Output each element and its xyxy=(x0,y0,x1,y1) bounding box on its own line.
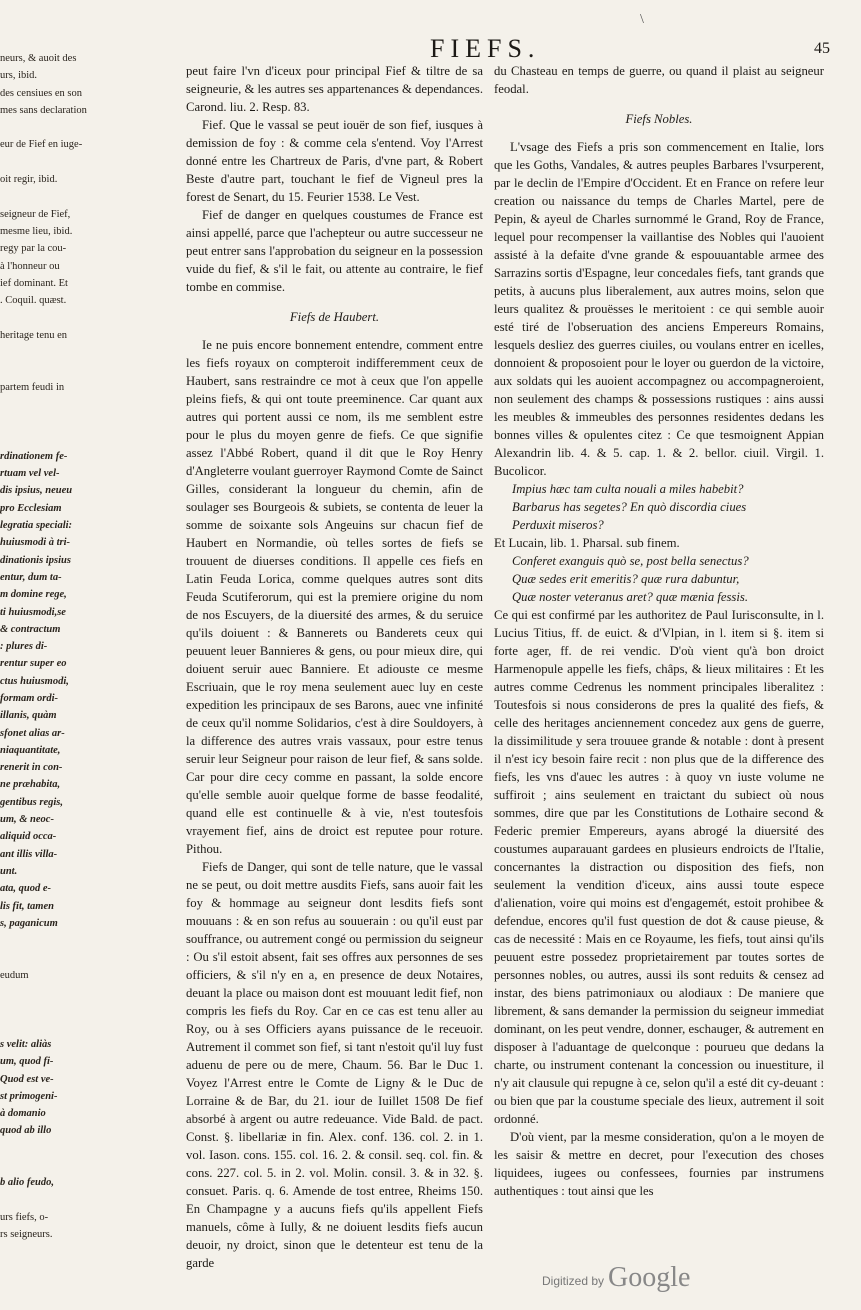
margin-note-line: eur de Fief en iuge- xyxy=(0,139,83,151)
quotation-line: Quæ sedes erit emeritis? quæ rura dabuntur, xyxy=(512,572,740,586)
google-logo: Google xyxy=(608,1262,691,1293)
quotation-line: Barbarus has segetes? En quò discordia ciues xyxy=(512,500,747,514)
margin-note-line: . Coquil. quæst. xyxy=(0,295,67,307)
margin-note-line: ne præhabita, xyxy=(0,779,61,791)
margin-note-line xyxy=(0,932,78,949)
margin-note-line: dis ipsius, neueu xyxy=(0,485,73,497)
margin-note-line: urs, ibid. xyxy=(0,70,38,82)
margin-note-line: rdinationem fe- xyxy=(0,450,68,462)
margin-note-line: um, & neoc- xyxy=(0,814,54,826)
margin-note-line xyxy=(0,1192,78,1209)
margin-note-line xyxy=(0,154,78,171)
margin-note-line xyxy=(0,984,78,1001)
margin-note-line: partem feudi in xyxy=(0,381,65,393)
quotation-line: Perduxit miseros? xyxy=(512,518,604,532)
margin-note-line: quod ab illo xyxy=(0,1125,52,1137)
margin-note-line: niaquantitate, xyxy=(0,744,61,756)
paragraph: du Chasteau en temps de guerre, ou quand il plaist au seigneur feodal. xyxy=(494,64,824,96)
right-column xyxy=(494,62,824,1234)
margin-note-line: mesme lieu, ibid. xyxy=(0,225,73,237)
margin-note-line: s, paganicum xyxy=(0,917,58,929)
page-number: 45 xyxy=(814,40,830,57)
margin-note-line: à domanio xyxy=(0,1108,46,1120)
margin-note-line: & contractum xyxy=(0,623,61,635)
margin-note-line: b alio feudo, xyxy=(0,1177,54,1189)
margin-note-line: des censiues en son xyxy=(0,87,82,99)
margin-note-line: à l'honneur ou xyxy=(0,260,60,272)
page-title: FIEFS. xyxy=(430,34,541,63)
margin-note-line xyxy=(0,1140,78,1157)
stray-mark: \ xyxy=(640,12,644,27)
section-heading: Fiefs Nobles. xyxy=(625,112,693,126)
margin-note-line: ti huiusmodi,se xyxy=(0,606,66,618)
margin-note-line xyxy=(0,1019,78,1036)
margin-note-line: neurs, & auoit des xyxy=(0,53,77,64)
paragraph: Fiefs de Danger, qui sont de telle nature, que le vassal ne se peut, ou doit mettre ausdits Fiefs, sans auoir fait les foy & hommage au seigneur dont lesdits fiefs sont mouuans : & en son refus au souuerain : ou qu'il eust par souffrance, ou autrement congé ou permission du seigneur : Ou s'il estoit absent, fait ses offres aux personnes de ses officiers, & s'il n'y en a, en presence de deux Notaires, deuant la place ou maison dont est mouuant ledit fief, non compris les fiefs du Roy. Car en ce cas est tenu aller au Roy, ou à ses Officiers ayans puissance de le receuoir. Autrement il commet son fief, si tant n'estoit qu'il luy fust aduenu de pere ou de mere, Chaum. 56. Bar le Duc 1. Voyez l'Arrest entre le Comte de Ligny & le Duc de Lorraine & de Bar, du 21. iour de Iuillet 1508 De fief absorbé à argent ou autre redeuance. Vide Bald. de pact. Const. §. libellariæ in fin. Alex. conf. 136. col. 2. in 1. vol. Iason. cons. 155. col. 16. 2. & consil. seq. col. fin. & cons. 227. col. 5. in 2. vol. Molin. consil. 3. & in 32. §. consuet. Paris. q. 6. Amende de tost entree, Rheims 150. En Champagne y a aucuns fiefs qu'ils appellent Fiefs manuels, côme à Iully, & ne doiuent lesdits fiefs aucun deuoir, ny droict, sinon que le detenteur est tenu de la garde xyxy=(186,860,483,1270)
margin-note-line: formam ordi- xyxy=(0,692,59,704)
margin-note-line: rtuam vel vel- xyxy=(0,468,60,480)
margin-note-line: regy par la cou- xyxy=(0,243,67,255)
margin-note-line: s velit: aliàs xyxy=(0,1038,52,1050)
paragraph: Fief. Que le vassal se peut iouër de son fief, iusques à demission de foy : & comme cela s'entend. Voy l'Arrest donné entre les Chartreux de Paris, d'vne part, & Robert Beste d'autre part, touchant le fief de Vigneul pres la forest de Senart, du 15. Feurier 1538. Le Vest. xyxy=(186,118,483,204)
margin-note-line xyxy=(0,344,78,361)
margin-note-line: huiusmodi à tri- xyxy=(0,537,71,549)
margin-note-line: urs fiefs, o- xyxy=(0,1211,49,1223)
margin-note-line xyxy=(0,119,78,136)
margin-note-line xyxy=(0,431,78,448)
margin-note-line: ief dominant. Et xyxy=(0,277,68,289)
margin-note-line: ant illis villa- xyxy=(0,848,58,860)
quotation-line: Conferet exanguis quò se, post bella senectus? xyxy=(512,554,749,568)
paragraph: D'où vient, par la mesme consideration, qu'on a le moyen de les saisir & mettre en decret, pour l'execution des choses liquidees, iugees ou confessees, fournies par instrumens authentiques : tout ainsi que les xyxy=(494,1130,824,1198)
margin-note-line: um, quod fi- xyxy=(0,1056,54,1068)
margin-note-line: mes sans declaration xyxy=(0,104,87,116)
margin-note-line xyxy=(0,413,78,430)
margin-note-line xyxy=(0,949,78,966)
paragraph: Ce qui est confirmé par les authoritez de Paul Iurisconsulte, in l. Lucius Titius, ff. de euict. & d'Vlpian, in l. item si §. item si forte ager, ff. de rei vendic. D'où vient qu'à bon droict Harmenopule appelle les fiefs, châps, & lieux militaires : Et les autres comme Cedrenus les nomment principales liberalitez : Toutesfois si nous considerons de pres la qualité des fiefs, & celle des heritages anciennement concedez aux gens de guerre, la dissimilitude y sera trouuee grande & notable : dont à present il n'est icy besoin faire recit : non plus que de la difference des fiefs, les vns d'auec les autres : à quoy vn iuste volume ne suffiroit ; ains seulement en traictant du subiect où nous sommes, dire que par les Constitutions de Lothaire second & Federic premier Empereurs, ayans abrogé la diuersité des coustumes auparauant gardees en plusieurs endroicts de l'Italie, concernantes la distraction ou disposition des fiefs, non seulement la vendition d'iceux, ains aussi toute espece d'alienation, voire qui moins est d'engagemét, estoit prohibee & defendue, encores qu'il fust question de dot & cause pieuse, & cas de necessité : Mais en ce Royaume, les fiefs, tout ainsi qu'ils peuuent estre possedez proprietairement par toutes sortes de personnes nobles, ou autres, aussi ils sont reduits & censez ad instar, des biens patrimoniaux ou alodiaux : De maniere que librement, & sans demander la permission du seigneur immediat dominant, on les peut vendre, donner, eschauger, & autrement en disposer à l'aduantage de quelconque : pourueu que dedans la charte, ou instrument contenant la concession ou inuestiture, il n'y ait clausule qui repugne à ce, selon qu'il a esté dit cy-deuant : ou bien que par la coustume speciale des lieux, autrement il soit ordonné. xyxy=(494,608,824,1126)
margin-note-line: renerit in con- xyxy=(0,762,63,774)
margin-note-line: seigneur de Fief, xyxy=(0,208,71,220)
margin-note-line xyxy=(0,361,78,378)
margin-note-line xyxy=(0,1157,78,1174)
margin-note-line: legratia speciali: xyxy=(0,520,73,532)
margin-note-line xyxy=(0,309,78,326)
margin-note-line: sfonet alias ar- xyxy=(0,727,65,739)
margin-note-line xyxy=(0,1001,78,1018)
margin-note-line: rs seigneurs. xyxy=(0,1229,53,1241)
digitized-label: Digitized by xyxy=(542,1274,605,1288)
margin-note-line: gentibus regis, xyxy=(0,796,64,808)
paragraph: Et Lucain, lib. 1. Pharsal. sub finem. xyxy=(494,536,680,550)
paragraph: Ie ne puis encore bonnement entendre, comment entre les fiefs royaux on compteroit indifferemment ceux de Haubert, sans restraindre ce mot à ceux que l'on appelle pleins fiefs, & qui ont toute preeminence. Car quant aux autres qui portent aussi ce nom, ils me semblent estre pour le plus du moyen genre de fiefs. Ce que signifie assez l'Abbé Robert, quand il dit que le Roy Henry d'Angleterre voulant guerroyer Raymond Comte de Sainct Gilles, considerant la longueur du chemin, afin de soulager ses Bourgeois & subiets, se contenta de leuer la somme de soixante sols Angeuins sur chacun fief de Haubert en Normandie, où telles sortes de fiefs se trouuent de diuerses conditions. Il appelle ces fiefs en Latin Feuda Lorica, comme quelques autres sont dits Feuda Scutiferorum, qui est la premiere origine du nom de nos Escuyers, de la diuersité des armes, & du seruice qu'ils doiuent : & Bannerets ou Banderets ceux qui peuuent leuer Bannieres & gens, ou pour mieux dire, qui doiuent seruir auec Banniere. Et adiouste ce mesme Escriuain, que le roy mena seulement auec luy en ceste expedition les principaux de ses Barons, auec vne infinité de ceux qu'il nomme Solidarios, c'est à dire Souldoyers, à la difference des autres vrais vassaux, pour estre tenus seruir leur Seigneur pour raison de leur fief, & sans solde. Car pour dire cecy comme en passant, la solde encore qu'elle semble auoir quelque forme de basse feodalité, quand elle est continuelle & à vie, n'est toutesfois vrayement fief, ains de droict est reputee pour roture. Pithou. xyxy=(186,338,483,856)
paragraph: peut faire l'vn d'iceux pour principal Fief & tiltre de sa seigneurie, & les autres ses appartenances & dependances. Carond. liu. 2. Resp. 83. xyxy=(186,64,483,114)
margin-notes xyxy=(0,50,87,1241)
margin-note-line: pro Ecclesiam xyxy=(0,502,62,514)
margin-note-line: heritage tenu en xyxy=(0,329,68,341)
margin-note-line: Quod est ve- xyxy=(0,1073,54,1085)
margin-note-line xyxy=(0,396,78,413)
margin-note-line: ctus huiusmodi, xyxy=(0,675,69,687)
margin-note-line xyxy=(0,188,78,205)
margin-note-line: st primogeni- xyxy=(0,1090,58,1102)
margin-note-line: oit regir, ibid. xyxy=(0,174,58,186)
margin-note-line: dinationis ipsius xyxy=(0,554,71,566)
margin-note-line: entur, dum ta- xyxy=(0,571,62,583)
margin-note-line: ata, quod e- xyxy=(0,883,52,895)
digitized-watermark xyxy=(542,1262,742,1296)
margin-note-line: aliquid occa- xyxy=(0,831,57,843)
margin-note-line: illanis, quàm xyxy=(0,710,57,722)
margin-note-line: rentur super eo xyxy=(0,658,67,670)
margin-note-line: eudum xyxy=(0,969,29,981)
paragraph: L'vsage des Fiefs a pris son commencement en Italie, lors que les Goths, Vandales, & autres peuples Barbares l'vsurperent, par le declin de l'Empire d'Occident. Et en France on refere leur creation ou naissance du temps de Charles Martel, pere de Pepin, & ayeul de Charles surnommé le Grand, Roy de France, lequel pour recompenser la vaillantise des Nobles qui l'auoient assisté à la defaite d'vne grande & espouuantable armee des Sarrazins sortis d'Espagne, leur concedales fiefs, tant grands que petits, à aucuns plus liberalement, aux autres moins, selon que leurs qualitez & prouësses le meritoient : ce qui semble auoir esté tiré de l'obseruation des anciens Empereurs Romains, lesquels desliez des guerres ciuiles, ou voulans entrer en icelles, donnoient & proposoient pour le loyer ou guerdon de la victoire, aux soldats qui les auoient accompagnez ou accompagneroient, non seulement des champs & possessions rustiques : ains aussi les meubles & immeubles des personnes residentes dedans les bonnes villes & opulentes citez : Ce que tesmoignent Appian Alexandrin lib. 4. & 5. cap. 1. & 2. bellor. ciuil. Virgil. 1. Bucolicor. xyxy=(494,140,824,478)
section-heading: Fiefs de Haubert. xyxy=(289,310,380,324)
quotation-line: Impius hæc tam culta nouali a miles habebit? xyxy=(512,482,744,496)
left-column xyxy=(186,62,483,1270)
margin-note-line: : plures di- xyxy=(0,641,48,653)
margin-note-line: unt. xyxy=(0,865,18,877)
margin-note-line: lis fit, tamen xyxy=(0,900,54,912)
quotation-line: Quæ noster veteranus aret? quæ mænia fessis. xyxy=(512,590,749,604)
margin-note-line: m domine rege, xyxy=(0,589,67,601)
paragraph: Fief de danger en quelques coustumes de France est ainsi appellé, parce que l'achepteur ou autre successeur ne peut entrer sans l'approbation du seigneur en la possession vuide du fief, & s'il le fait, ou attente au contraire, le fief tombe en commise. xyxy=(186,208,483,294)
